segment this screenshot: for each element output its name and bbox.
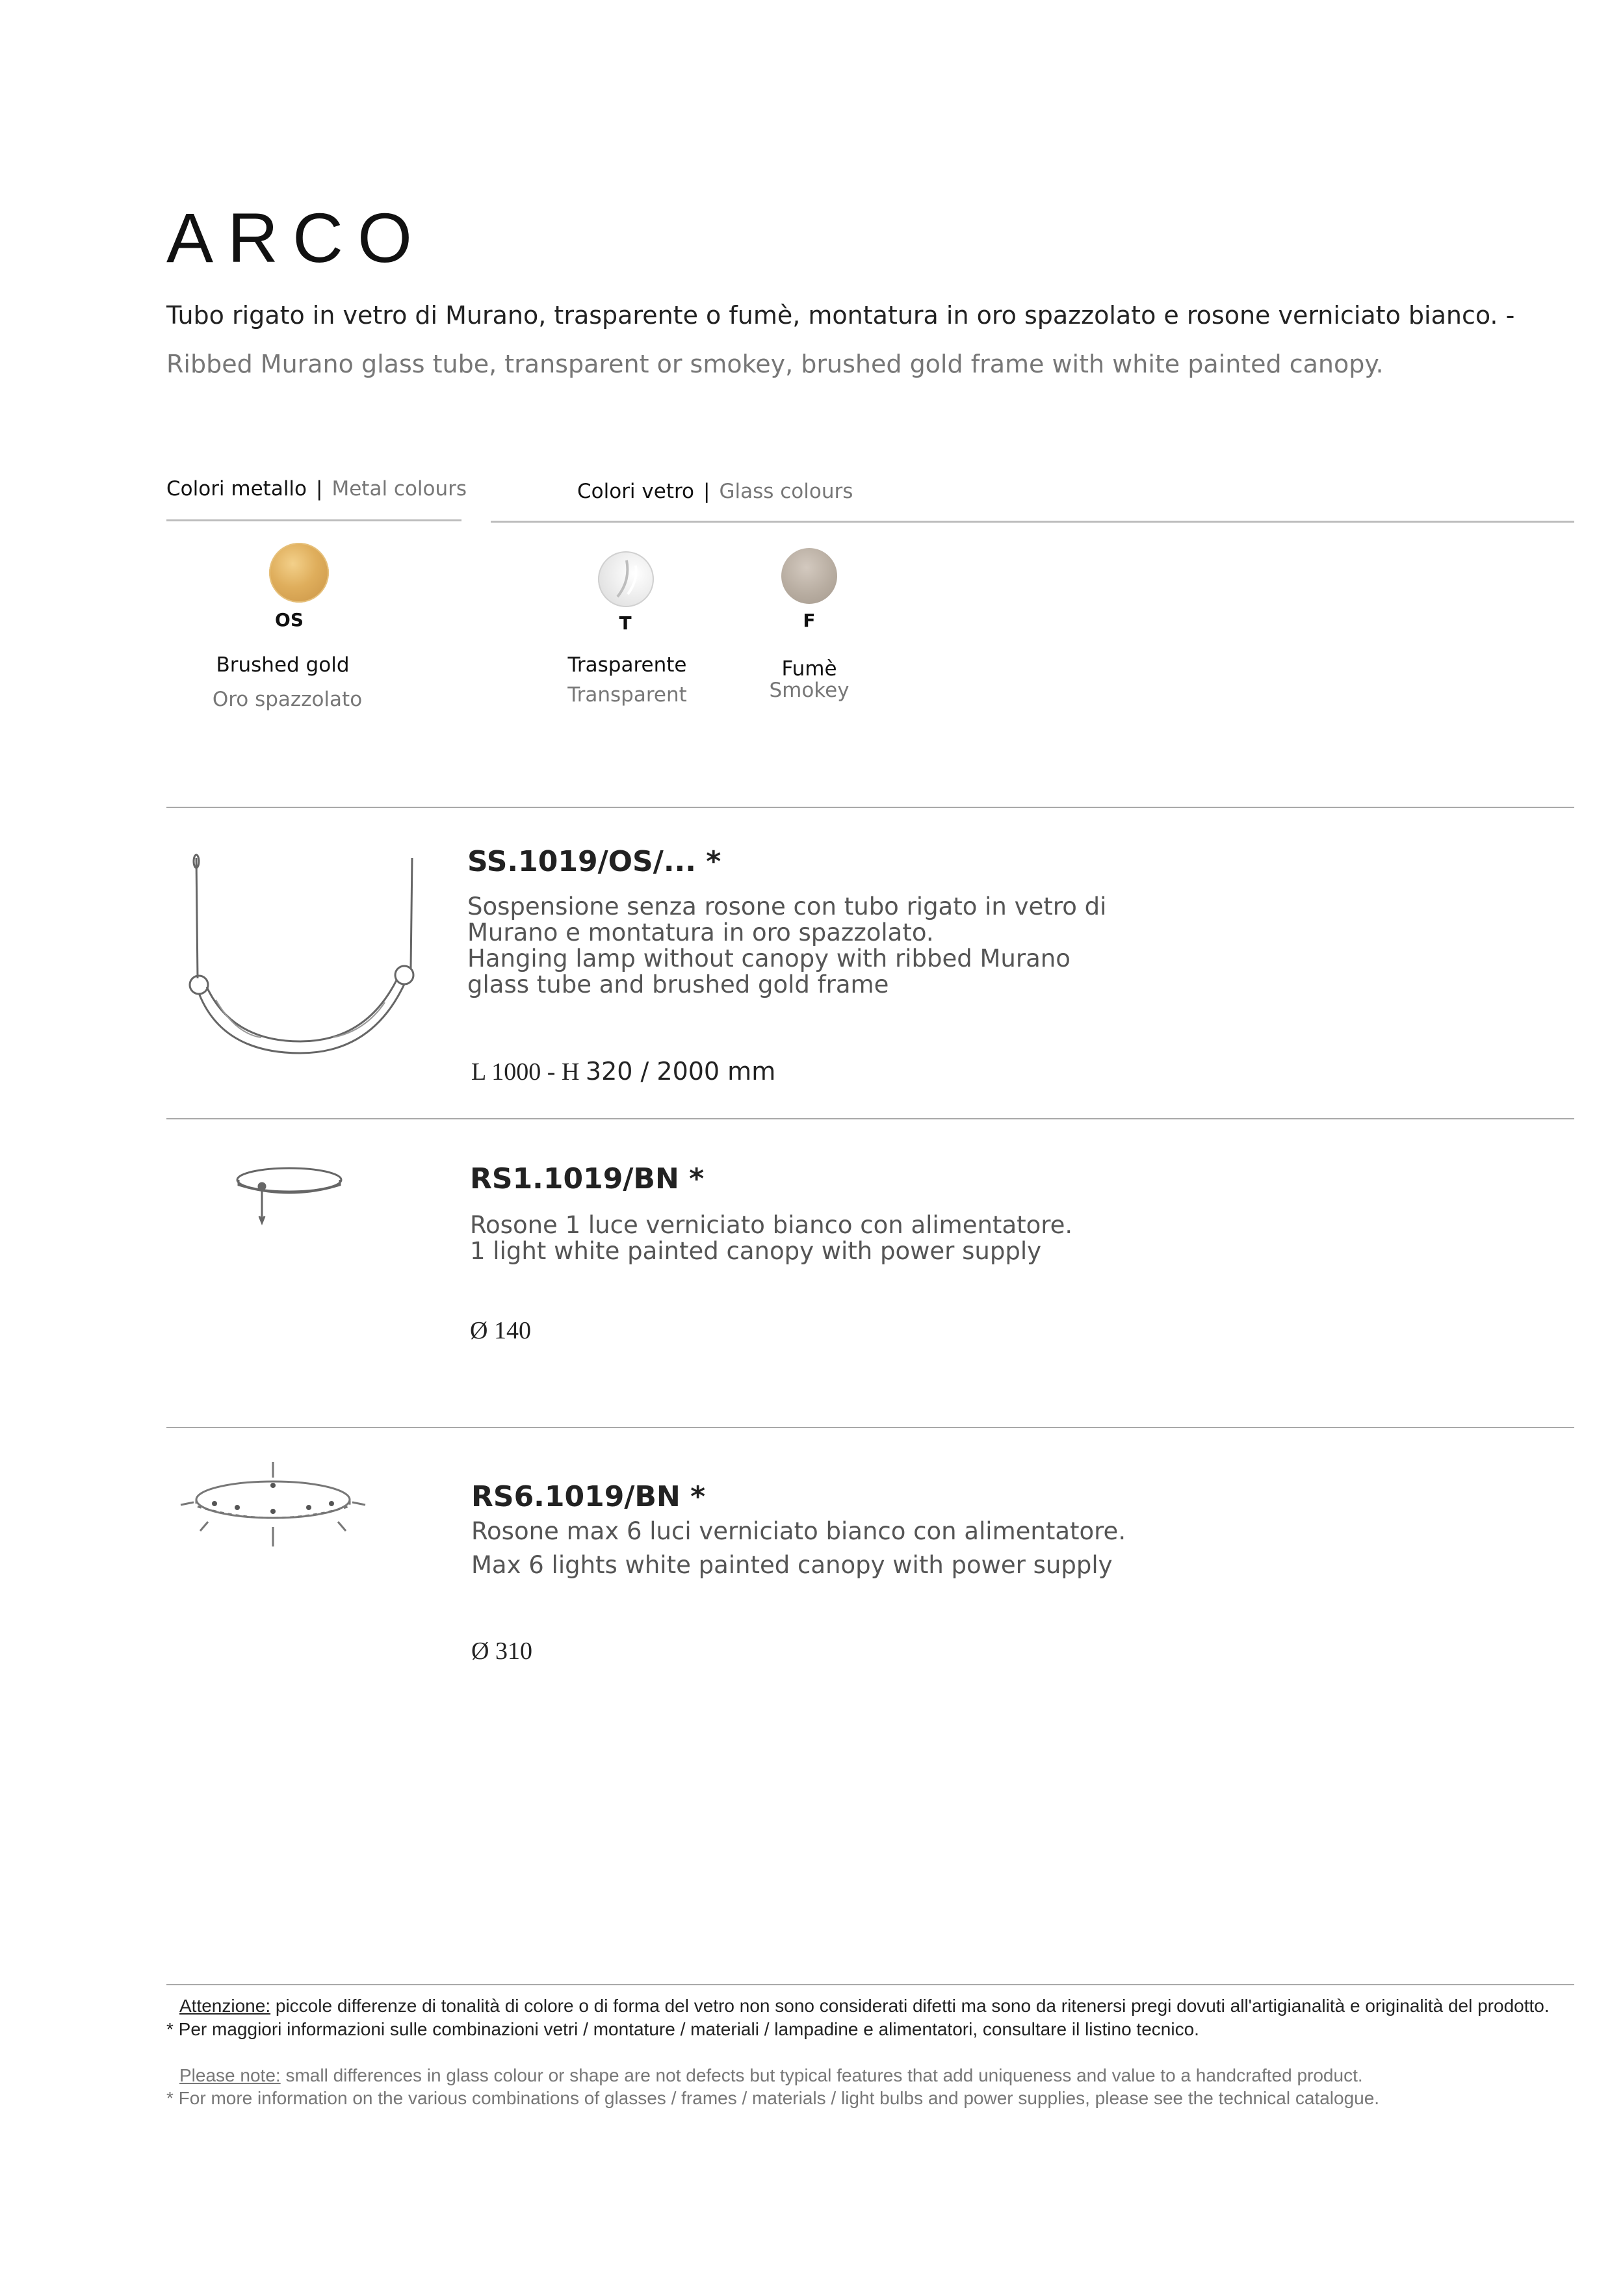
product-1-title: SS.1019/OS/... *: [467, 845, 721, 878]
swatch-name-fume: Fumè: [781, 657, 837, 681]
swatch-code-f: F: [803, 610, 816, 631]
intro-english: Ribbed Murano glass tube, transparent or smokey, brushed gold frame with white painted canopy.: [166, 350, 1384, 378]
canopy-6-lights-drawing-icon: [175, 1459, 370, 1550]
intro-italian: Tubo rigato in vetro di Murano, trasparente o fumè, montatura in oro spazzolato e rosone verniciato bianco. -: [166, 301, 1515, 330]
product-3-description: [471, 1515, 1126, 1582]
glass-header-rule: [491, 521, 1574, 523]
swatch-brushed-gold-icon: [269, 543, 329, 603]
swatch-code-t: T: [619, 612, 632, 634]
footer-attention-text: piccole differenze di tonalità di colore o di forma del vetro non sono considerati difetti ma sono da ritenersi pregi dovuti all'artigianalità e originalità del prodotto.: [270, 1996, 1550, 2016]
swatch-transparent-shine-icon: [598, 551, 654, 607]
footer-attention: [179, 1996, 1550, 2016]
swatch-smokey-icon: [781, 548, 837, 604]
footer-attention-label: Attenzione:: [179, 1996, 271, 2016]
product-1-desc-line: Hanging lamp without canopy with ribbed Murano: [467, 945, 1071, 972]
footer-please-note-text: small differences in glass colour or shape are not defects but typical features that add uniqueness and value to a handcrafted product.: [280, 2065, 1363, 2085]
product-1-desc-line: Sospensione senza rosone con tubo rigato in vetro di: [467, 893, 1107, 920]
product-1-dimensions: [471, 1057, 775, 1086]
swatch-sub-smokey: Smokey: [769, 679, 850, 702]
swatch-code-os: OS: [275, 609, 304, 631]
product-2-desc-line: Rosone 1 luce verniciato bianco con alimentatore.: [470, 1211, 1073, 1239]
hanging-lamp-drawing-icon: [170, 839, 456, 1066]
footer-en-note: * For more information on the various combinations of glasses / frames / materials / light bulbs and power supplies, please see the technical catalogue.: [166, 2088, 1380, 2108]
swatch-name-trasparente: Trasparente: [567, 653, 687, 677]
swatch-transparent-icon: [598, 551, 654, 607]
product-2-description: [470, 1212, 1120, 1264]
glass-header-en: Glass colours: [719, 480, 853, 503]
glass-header-it: Colori vetro: [577, 480, 695, 503]
metal-colours-header: [166, 479, 467, 499]
metal-header-rule: [166, 519, 461, 521]
glass-header-sep: |: [703, 480, 710, 503]
product-2-title: RS1.1019/BN *: [470, 1162, 705, 1195]
product-1-dim-prefix: L 1000 - H: [471, 1058, 586, 1086]
intro-text: [166, 291, 1564, 389]
product-divider-1: [166, 807, 1574, 808]
swatch-sub-transparent: Transparent: [567, 683, 687, 707]
swatch-name-brushed-gold: Brushed gold: [216, 653, 350, 677]
footer-it-note: * Per maggiori informazioni sulle combinazioni vetri / montature / materiali / lampadine e alimentatori, consultare il listino tecnico.: [166, 2019, 1199, 2039]
product-2-desc-line: 1 light white painted canopy with power supply: [470, 1237, 1042, 1265]
product-1-description: [467, 894, 1117, 998]
metal-header-sep: |: [316, 477, 323, 501]
product-1-dim-value: 320 / 2000 mm: [585, 1057, 776, 1086]
footer-divider: [166, 1984, 1574, 1985]
metal-header-it: Colori metallo: [166, 477, 307, 501]
product-3-title: RS6.1019/BN *: [471, 1480, 706, 1513]
glass-colours-header: [577, 482, 853, 502]
metal-header-en: Metal colours: [331, 477, 467, 501]
swatch-sub-oro-spazzolato: Oro spazzolato: [212, 688, 363, 711]
footer-please-note-label: Please note:: [179, 2065, 281, 2085]
product-2-dimensions: Ø 140: [470, 1317, 531, 1344]
product-divider-3: [166, 1427, 1574, 1428]
page-title: ARCO: [166, 198, 427, 277]
footer-please-note: [179, 2065, 1363, 2086]
product-3-dimensions: Ø 310: [471, 1637, 532, 1665]
product-3-desc-line: Rosone max 6 luci verniciato bianco con alimentatore.: [471, 1517, 1126, 1545]
product-divider-2: [166, 1118, 1574, 1119]
product-1-desc-line: glass tube and brushed gold frame: [467, 971, 889, 998]
product-1-desc-line: Murano e montatura in oro spazzolato.: [467, 919, 934, 946]
canopy-1-light-drawing-icon: [231, 1154, 348, 1232]
product-3-desc-line: Max 6 lights white painted canopy with power supply: [471, 1551, 1113, 1579]
